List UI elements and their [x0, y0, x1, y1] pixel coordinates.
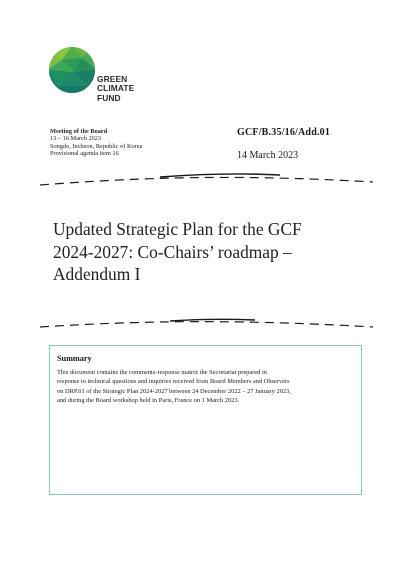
title-line-3: Addendum I [53, 264, 141, 284]
gcf-logo [48, 46, 148, 108]
logo-wordmark [97, 75, 134, 103]
document-number: GCF/B.35/16/Add.01 [237, 127, 331, 138]
document-date: 14 March 2023 [237, 150, 299, 161]
logo-line-fund: FUND [97, 92, 121, 103]
summary-body [57, 368, 355, 406]
summary-line-4: and during the Board workshop held in Paris, France on 1 March 2023. [57, 397, 240, 405]
top-divider [40, 171, 373, 191]
meeting-dates: 13 – 16 March 2023 [50, 135, 102, 143]
summary-line-2: response to technical questions and inquiries received from Board Members and Observers [57, 378, 290, 386]
bottom-divider [40, 312, 373, 332]
meeting-agenda: Provisional agenda item 16 [50, 150, 119, 158]
meeting-location: Songdo, Incheon, Republic of Korea [50, 142, 143, 150]
summary-line-3: on DRP.01 of the Strategic Plan 2024-2027 between 24 December 2022 – 27 January 2023, [57, 387, 291, 395]
summary-box [49, 345, 362, 495]
title-line-2: 2024-2027: Co-Chairs’ roadmap – [53, 241, 292, 262]
summary-heading: Summary [57, 354, 92, 363]
logo-line-climate: CLIMATE [97, 83, 135, 94]
main-title [53, 218, 373, 286]
meeting-title: Meeting of the Board [50, 128, 108, 135]
logo-line-green: GREEN [97, 74, 128, 84]
summary-line-1: This document contains the comments-response matrix the Secretariat prepared in [57, 369, 267, 376]
meeting-info [50, 128, 142, 158]
globe-icon [48, 46, 96, 94]
title-line-1: Updated Strategic Plan for the GCF [53, 219, 302, 239]
